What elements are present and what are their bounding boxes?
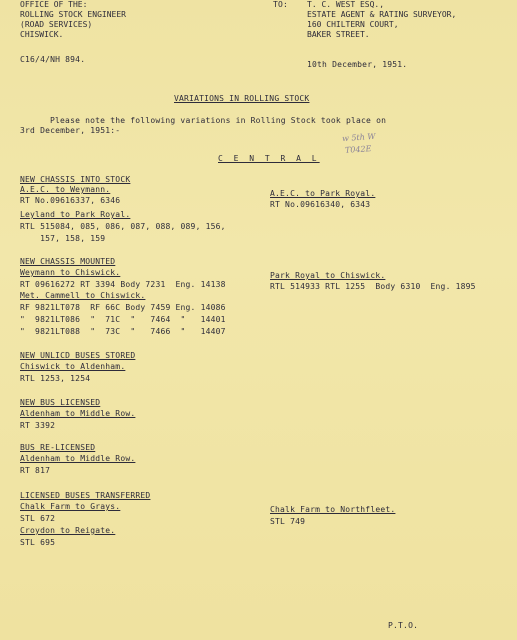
vehicle-line: RF 9821LT078 RF 66C Body 7459 Eng. 14086 [20, 303, 226, 312]
handwritten-note: w 5th W [341, 131, 376, 144]
vehicle-line: " 9821LT086 " 71C " 7464 " 14401 [20, 315, 226, 324]
recipient-line: BAKER STREET. [307, 30, 370, 39]
intro-text-line: Please note the following variations in Rolling Stock took place on [50, 116, 387, 125]
group-heading: NEW BUS LICENSED [20, 398, 101, 407]
route-subheading: Aldenham to Middle Row. [20, 454, 136, 463]
route-subheading: Chalk Farm to Grays. [20, 502, 121, 511]
sender-line: OFFICE OF THE: [20, 0, 88, 9]
group-heading: NEW UNLICD BUSES STORED [20, 351, 136, 360]
vehicle-line: " 9821LT088 " 73C " 7466 " 14407 [20, 327, 226, 336]
vehicle-line: RT 09616272 RT 3394 Body 7231 Eng. 14138 [20, 280, 226, 289]
recipient-line: 160 CHILTERN COURT, [307, 20, 399, 29]
route-subheading: Aldenham to Middle Row. [20, 409, 136, 418]
route-subheading: Weymann to Chiswick. [20, 268, 121, 277]
vehicle-line: RTL 515084, 085, 086, 087, 088, 089, 156, [20, 222, 226, 231]
group-heading: LICENSED BUSES TRANSFERRED [20, 491, 151, 500]
vehicle-line: STL 672 [20, 514, 56, 523]
to-label: TO: [273, 0, 289, 9]
vehicle-line: RTL 514933 RTL 1255 Body 6310 Eng. 1895 [270, 282, 476, 291]
vehicle-line: RTL 1253, 1254 [20, 374, 91, 383]
sender-line: CHISWICK. [20, 30, 64, 39]
route-subheading: Park Royal to Chiswick. [270, 271, 386, 280]
group-heading: BUS RE-LICENSED [20, 443, 96, 452]
route-subheading: Chiswick to Aldenham. [20, 362, 126, 371]
intro-text-line: 3rd December, 1951:- [20, 126, 121, 135]
handwritten-note: T042E [344, 144, 372, 155]
section-heading-central: C E N T R A L [218, 154, 320, 163]
letter-date: 10th December, 1951. [307, 60, 408, 69]
route-subheading: A.E.C. to Park Royal. [270, 189, 376, 198]
route-subheading: Chalk Farm to Northfleet. [270, 505, 396, 514]
vehicle-line: RT 3392 [20, 421, 56, 430]
page-title: VARIATIONS IN ROLLING STOCK [174, 94, 310, 103]
vehicle-line: RT 817 [20, 466, 51, 475]
sender-address [20, 0, 126, 40]
recipient-address [307, 0, 456, 40]
recipient-line: ESTATE AGENT & RATING SURVEYOR, [307, 10, 457, 19]
vehicle-line: 157, 158, 159 [20, 234, 106, 243]
vehicle-line: RT No.09616340, 6343 [270, 200, 371, 209]
route-subheading: Croydon to Reigate. [20, 526, 116, 535]
group-heading: NEW CHASSIS MOUNTED [20, 257, 116, 266]
route-subheading: Leyland to Park Royal. [20, 210, 131, 219]
page-turn-note: P.T.O. [388, 621, 419, 630]
vehicle-line: RT No.09616337, 6346 [20, 196, 121, 205]
group-heading: NEW CHASSIS INTO STOCK [20, 175, 131, 184]
route-subheading: A.E.C. to Weymann. [20, 185, 111, 194]
route-subheading: Met. Cammell to Chiswick. [20, 291, 146, 300]
recipient-line: T. C. WEST ESQ., [307, 0, 385, 9]
sender-line: ROLLING STOCK ENGINEER [20, 10, 126, 19]
vehicle-line: STL 749 [270, 517, 306, 526]
vehicle-line: STL 695 [20, 538, 56, 547]
sender-line: (ROAD SERVICES) [20, 20, 93, 29]
reference-number: C16/4/NH 894. [20, 55, 86, 64]
